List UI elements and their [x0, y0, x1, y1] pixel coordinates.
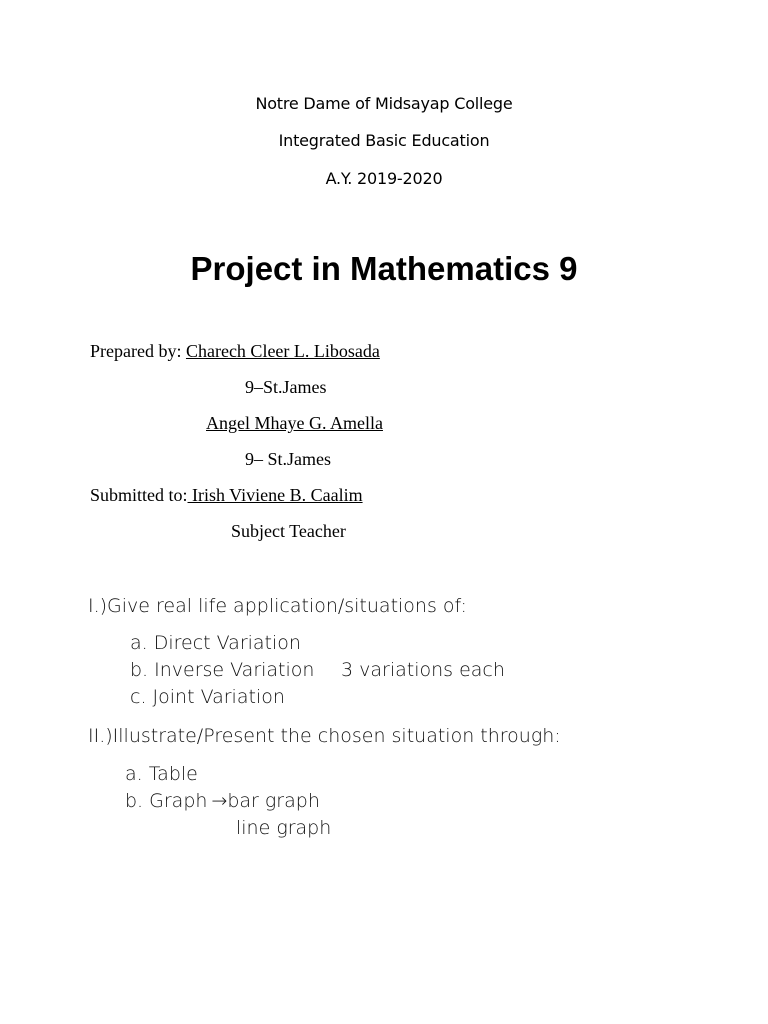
part2-item-b: b. Graph — [125, 790, 208, 812]
part2-item-b-line — [125, 790, 320, 812]
part2-heading: II.)Illustrate/Present the chosen situation through: — [88, 725, 561, 747]
teacher-role: Subject Teacher — [231, 521, 346, 541]
school-name: Notre Dame of Midsayap College — [255, 94, 513, 113]
prepared-by-label: Prepared by: — [90, 341, 182, 361]
student-name-2: Angel Mhaye G. Amella — [206, 413, 383, 433]
submitted-to-line — [90, 485, 363, 506]
prepared-by-line — [90, 341, 380, 362]
teacher-name: Irish Viviene B. Caalim — [187, 485, 363, 505]
project-title: Project in Mathematics 9 — [190, 250, 578, 287]
submitted-to-label: Submitted to: — [90, 485, 188, 505]
department-name: Integrated Basic Education — [278, 131, 490, 150]
graph-type-bar: bar graph — [227, 790, 320, 812]
academic-year: A.Y. 2019-2020 — [325, 169, 443, 188]
student-section-2: 9– St.James — [245, 449, 332, 469]
part2-item-a: a. Table — [125, 763, 198, 785]
arrow-right-icon: → — [211, 790, 228, 812]
part1-heading: I.)Give real life application/situations of: — [88, 595, 467, 617]
part1-item-c: c. Joint Variation — [130, 686, 285, 708]
part1-note: 3 variations each — [341, 659, 505, 681]
graph-type-line: line graph — [236, 817, 332, 839]
student-section-1: 9–St.James — [245, 377, 327, 397]
part1-item-b: b. Inverse Variation — [130, 659, 315, 681]
part1-item-a: a. Direct Variation — [130, 632, 301, 654]
student-name-1: Charech Cleer L. Libosada — [185, 341, 380, 361]
